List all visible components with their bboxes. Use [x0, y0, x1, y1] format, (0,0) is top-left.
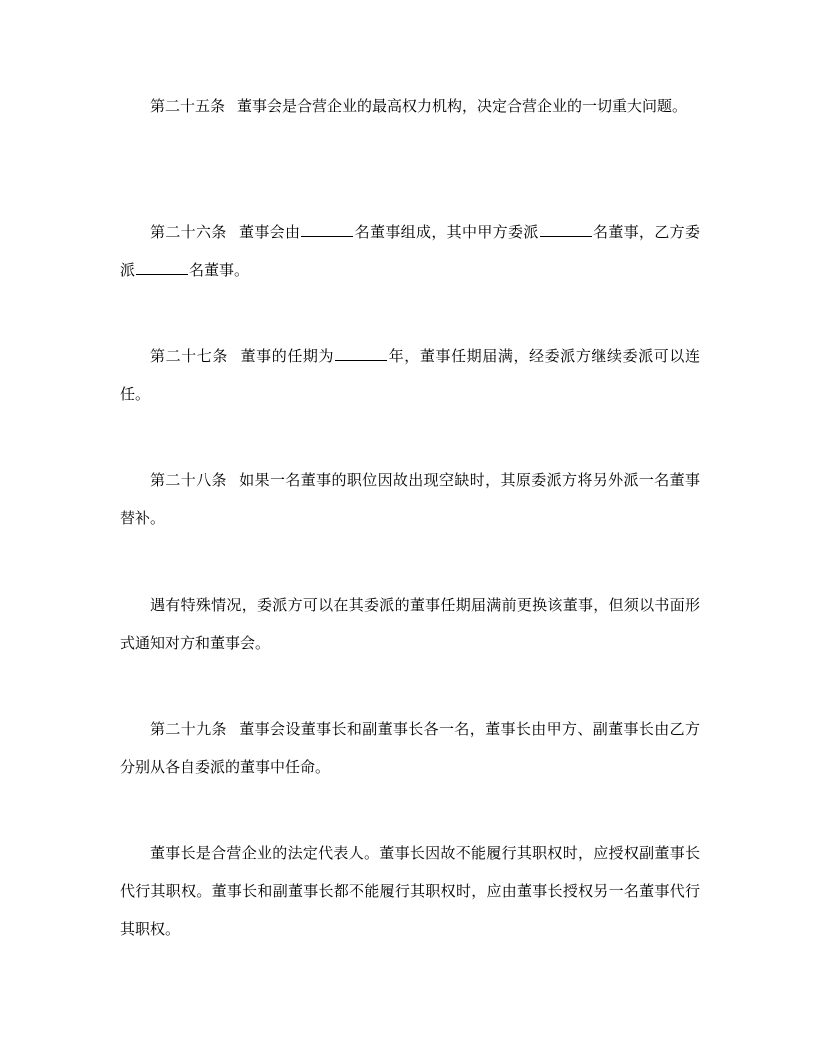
article-26-number: 第二十六条	[150, 223, 227, 241]
article-29-text: 董事会设董事长和副董事长各一名，董事长由甲方、副董事长由乙方分别从各自委派的董事中任命。	[120, 720, 700, 776]
blank-term-years[interactable]	[335, 346, 387, 361]
article-26-text-4: 名董事。	[189, 261, 250, 279]
article-29-number: 第二十九条	[150, 720, 227, 738]
article-28-paragraph-2: 遇有特殊情况，委派方可以在其委派的董事任期届满前更换该董事，但须以书面形式通知对方和董事会。	[120, 596, 700, 652]
blank-party-b-directors[interactable]	[136, 260, 188, 275]
article-27	[120, 337, 700, 413]
article-26-text-2: 名董事组成，其中甲方委派	[354, 223, 539, 241]
article-28	[120, 461, 700, 537]
blank-director-count[interactable]	[301, 222, 353, 237]
article-27-text-1: 董事的任期为	[239, 347, 335, 365]
article-26-text-3: 名董事，乙方委派	[120, 223, 700, 279]
article-25-text: 董事会是合营企业的最高权力机构，决定合营企业的一切重大问题。	[237, 97, 688, 115]
article-25-number: 第二十五条	[150, 97, 226, 115]
blank-party-a-directors[interactable]	[540, 222, 592, 237]
article-26-text-1: 董事会由	[238, 223, 301, 241]
article-28-number: 第二十八条	[150, 471, 227, 489]
article-27-text-2: 年，董事任期届满，经委派方继续委派可以连任。	[120, 347, 700, 403]
article-25	[120, 87, 700, 125]
article-27-number: 第二十七条	[150, 347, 228, 365]
article-29-paragraph-2: 董事长是合营企业的法定代表人。董事长因故不能履行其职权时，应授权副董事长代行其职权。董事长和副董事长都不能履行其职权时，应由董事长授权另一名董事代行其职权。	[120, 844, 700, 938]
article-26	[120, 213, 700, 289]
article-28-text: 如果一名董事的职位因故出现空缺时，其原委派方将另外派一名董事替补。	[120, 471, 700, 527]
article-29	[120, 710, 700, 786]
